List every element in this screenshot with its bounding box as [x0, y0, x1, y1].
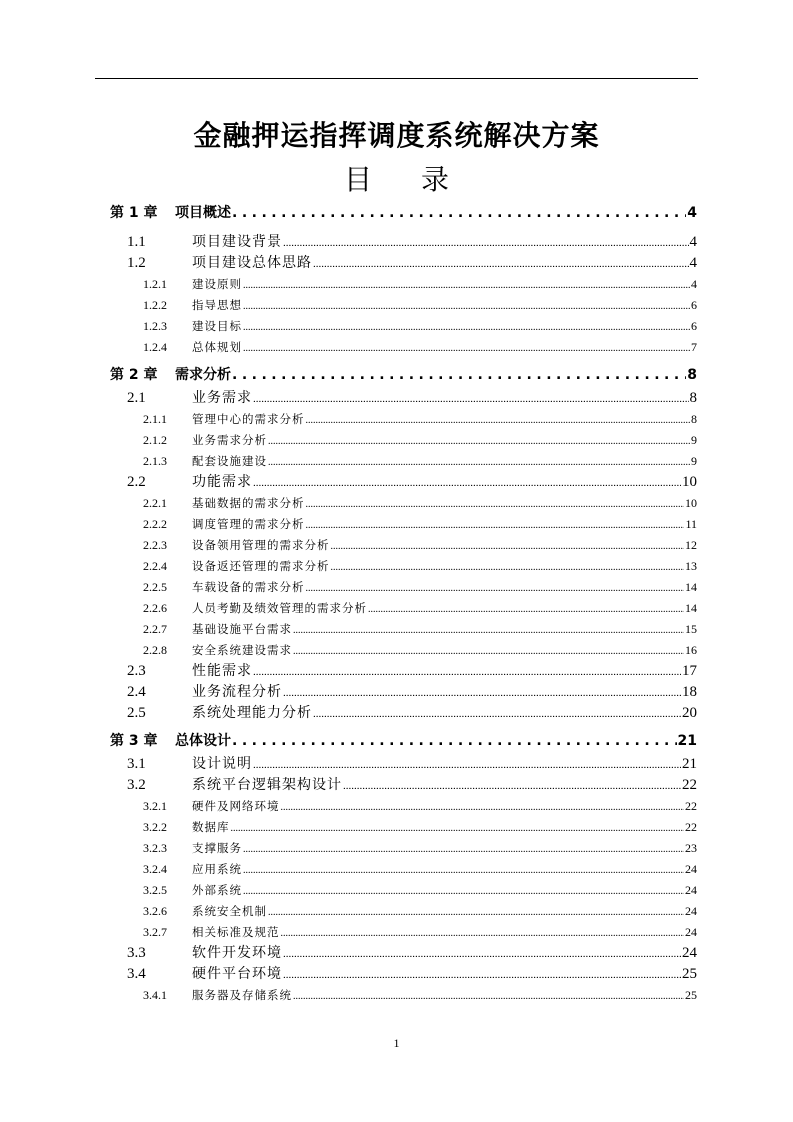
toc-entry-page: 14: [685, 601, 697, 615]
toc-chapter-entry[interactable]: [110, 731, 697, 752]
toc-entry-page: 8: [687, 367, 697, 383]
toc-entry-page: 4: [689, 255, 697, 271]
toc-entry-title: 人员考勤及绩效管理的需求分析: [192, 601, 367, 615]
toc-entry-page: 24: [685, 925, 697, 939]
toc-chapter-entry[interactable]: [110, 365, 697, 386]
toc-entry-number: 3.2: [127, 777, 146, 793]
toc-entry-number: 2.2.7: [143, 622, 167, 636]
toc-entry-title: 项目概述: [175, 205, 231, 221]
toc-entry-page: 10: [685, 496, 697, 510]
toc-entry-title: 基础数据的需求分析: [192, 496, 305, 510]
toc-entry-number: 2.1.2: [143, 433, 167, 447]
toc-leader-dots: [268, 452, 690, 473]
toc-entry-number: 2.1: [127, 390, 146, 406]
toc-entry[interactable]: [110, 409, 697, 430]
toc-entry-page: 9: [691, 433, 697, 447]
toc-leader-dots: [243, 839, 684, 860]
toc-entry[interactable]: [110, 964, 697, 985]
toc-heading: 目 录: [344, 163, 449, 196]
toc-leader-dots: [253, 473, 681, 494]
toc-entry[interactable]: [110, 943, 697, 964]
toc-leader-dots: [293, 986, 684, 1007]
toc-entry-number: 2.2.2: [143, 517, 167, 531]
toc-leader-dots: [243, 317, 690, 338]
toc-entry[interactable]: [110, 316, 697, 337]
toc-entry-title: 配套设施建设: [192, 454, 267, 468]
toc-entry[interactable]: [110, 337, 697, 358]
toc-leader-dots: [231, 818, 685, 839]
toc-entry-number: 2.1.1: [143, 412, 167, 426]
toc-entry[interactable]: [110, 232, 697, 253]
toc-leader-dots: [281, 797, 685, 818]
toc-leader-dots: [268, 902, 684, 923]
toc-leader-dots: [253, 389, 689, 410]
toc-entry[interactable]: [110, 838, 697, 859]
toc-entry-number: 2.2.4: [143, 559, 167, 573]
toc-entry-title: 硬件及网络环境: [192, 799, 280, 813]
toc-entry-title: 指导思想: [192, 298, 242, 312]
table-of-contents: [110, 203, 697, 1006]
toc-entry-title: 系统处理能力分析: [192, 705, 312, 721]
toc-entry[interactable]: [110, 430, 697, 451]
toc-entry-number: 2.5: [127, 705, 146, 721]
toc-entry-title: 安全系统建设需求: [192, 643, 292, 657]
toc-entry-title: 建设目标: [192, 319, 242, 333]
toc-entry[interactable]: [110, 295, 697, 316]
toc-entry-number: 1.2.4: [143, 340, 167, 354]
toc-entry-title: 总体设计: [175, 733, 231, 749]
toc-entry-page: 22: [682, 777, 697, 793]
toc-leader-dots: [293, 620, 684, 641]
toc-entry-number: 第 3 章: [110, 733, 158, 749]
toc-entry[interactable]: [110, 577, 697, 598]
toc-entry-title: 系统安全机制: [192, 904, 267, 918]
toc-entry-page: 8: [689, 390, 697, 406]
toc-entry-title: 业务需求: [192, 390, 252, 406]
toc-entry-number: 2.2.1: [143, 496, 167, 510]
toc-entry-title: 需求分析: [175, 367, 231, 383]
toc-entry-page: 24: [685, 883, 697, 897]
toc-entry[interactable]: [110, 901, 697, 922]
toc-leader-dots: [232, 365, 686, 386]
toc-entry[interactable]: [110, 535, 697, 556]
toc-entry-page: 20: [682, 705, 697, 721]
toc-entry-title: 项目建设总体思路: [192, 255, 312, 271]
toc-leader-dots: [283, 233, 689, 254]
toc-entry-title: 项目建设背景: [192, 234, 282, 250]
toc-entry-page: 24: [682, 945, 697, 961]
toc-entry-number: 2.4: [127, 684, 146, 700]
toc-entry-title: 支撑服务: [192, 841, 242, 855]
toc-entry-page: 21: [682, 756, 697, 772]
toc-entry-title: 功能需求: [192, 474, 252, 490]
toc-leader-dots: [283, 944, 681, 965]
toc-entry-number: 1.2.1: [143, 277, 167, 291]
toc-entry-page: 6: [691, 319, 697, 333]
toc-entry-title: 设备返还管理的需求分析: [192, 559, 330, 573]
toc-entry-number: 3.2.6: [143, 904, 167, 918]
toc-entry[interactable]: [110, 880, 697, 901]
toc-leader-dots: [306, 515, 685, 536]
toc-entry-page: 23: [685, 841, 697, 855]
toc-entry-page: 15: [685, 622, 697, 636]
toc-entry-number: 2.2: [127, 474, 146, 490]
toc-entry-title: 硬件平台环境: [192, 966, 282, 982]
toc-entry[interactable]: [110, 796, 697, 817]
toc-entry-title: 外部系统: [192, 883, 242, 897]
toc-entry[interactable]: [110, 640, 697, 661]
toc-entry-title: 相关标准及规范: [192, 925, 280, 939]
toc-entry-number: 2.1.3: [143, 454, 167, 468]
toc-leader-dots: [283, 683, 681, 704]
toc-entry[interactable]: [110, 703, 697, 724]
toc-entry-title: 总体规划: [192, 340, 242, 354]
toc-entry-number: 3.3: [127, 945, 146, 961]
toc-leader-dots: [243, 338, 690, 359]
toc-leader-dots: [243, 881, 684, 902]
toc-entry-page: 21: [677, 733, 697, 749]
toc-entry[interactable]: [110, 472, 697, 493]
toc-entry-page: 6: [691, 298, 697, 312]
toc-entry-page: 22: [685, 799, 697, 813]
page-number: 1: [393, 1036, 400, 1050]
toc-entry-number: 2.2.8: [143, 643, 167, 657]
toc-entry-title: 基础设施平台需求: [192, 622, 292, 636]
toc-leader-dots: [243, 860, 684, 881]
toc-entry-number: 3.2.1: [143, 799, 167, 813]
toc-leader-dots: [243, 296, 690, 317]
toc-entry[interactable]: [110, 556, 697, 577]
toc-entry-title: 调度管理的需求分析: [192, 517, 305, 531]
toc-entry-number: 2.2.6: [143, 601, 167, 615]
toc-entry-page: 4: [689, 234, 697, 250]
toc-chapter-entry[interactable]: [110, 203, 697, 224]
toc-entry-number: 3.2.7: [143, 925, 167, 939]
toc-entry[interactable]: [110, 493, 697, 514]
toc-entry[interactable]: [110, 253, 697, 274]
toc-leader-dots: [306, 578, 685, 599]
toc-entry-title: 管理中心的需求分析: [192, 412, 305, 426]
toc-leader-dots: [268, 431, 690, 452]
toc-leader-dots: [281, 923, 685, 944]
toc-leader-dots: [293, 641, 684, 662]
toc-entry-page: 4: [687, 205, 697, 221]
toc-entry[interactable]: [110, 598, 697, 619]
toc-entry-number: 3.4: [127, 966, 146, 982]
toc-entry-number: 2.2.3: [143, 538, 167, 552]
toc-entry-page: 13: [685, 559, 697, 573]
toc-leader-dots: [253, 755, 681, 776]
toc-entry-number: 1.2: [127, 255, 146, 271]
toc-entry-page: 14: [685, 580, 697, 594]
toc-entry[interactable]: [110, 514, 697, 535]
toc-leader-dots: [306, 494, 685, 515]
toc-entry-title: 服务器及存储系统: [192, 988, 292, 1002]
toc-entry-number: 1.2.3: [143, 319, 167, 333]
toc-leader-dots: [368, 599, 684, 620]
toc-entry-page: 17: [682, 663, 697, 679]
toc-entry-title: 数据库: [192, 820, 230, 834]
toc-entry[interactable]: [110, 985, 697, 1006]
toc-entry-number: 2.3: [127, 663, 146, 679]
toc-entry[interactable]: [110, 661, 697, 682]
toc-entry[interactable]: [110, 451, 697, 472]
toc-entry-number: 3.2.4: [143, 862, 167, 876]
toc-leader-dots: [232, 203, 686, 224]
toc-entry-title: 设计说明: [192, 756, 252, 772]
toc-entry-title: 应用系统: [192, 862, 242, 876]
toc-entry-number: 第 2 章: [110, 367, 158, 383]
toc-leader-dots: [331, 536, 685, 557]
toc-entry-page: 12: [685, 538, 697, 552]
toc-entry-number: 2.2.5: [143, 580, 167, 594]
toc-entry-page: 8: [691, 412, 697, 426]
toc-entry-page: 11: [685, 517, 697, 531]
toc-leader-dots: [253, 662, 681, 683]
toc-entry-number: 3.4.1: [143, 988, 167, 1002]
toc-entry-page: 16: [685, 643, 697, 657]
toc-entry-number: 3.1: [127, 756, 146, 772]
toc-entry[interactable]: [110, 922, 697, 943]
toc-leader-dots: [313, 254, 689, 275]
toc-entry[interactable]: [110, 682, 697, 703]
toc-leader-dots: [313, 704, 681, 725]
toc-entry[interactable]: [110, 754, 697, 775]
toc-entry-page: 4: [691, 277, 697, 291]
toc-leader-dots: [232, 731, 677, 752]
toc-entry-title: 车载设备的需求分析: [192, 580, 305, 594]
toc-entry-number: 第 1 章: [110, 205, 158, 221]
toc-leader-dots: [283, 965, 681, 986]
toc-entry-number: 3.2.3: [143, 841, 167, 855]
toc-entry-number: 1.1: [127, 234, 146, 250]
toc-entry[interactable]: [110, 775, 697, 796]
toc-entry-page: 22: [685, 820, 697, 834]
toc-entry[interactable]: [110, 619, 697, 640]
toc-entry[interactable]: [110, 859, 697, 880]
toc-entry-title: 设备领用管理的需求分析: [192, 538, 330, 552]
toc-leader-dots: [306, 410, 691, 431]
toc-entry[interactable]: [110, 817, 697, 838]
toc-entry-page: 24: [685, 904, 697, 918]
toc-entry-number: 3.2.5: [143, 883, 167, 897]
toc-entry-title: 系统平台逻辑架构设计: [192, 777, 342, 793]
toc-entry[interactable]: [110, 388, 697, 409]
toc-entry-page: 25: [685, 988, 697, 1002]
document-title: 金融押运指挥调度系统解决方案: [193, 119, 600, 152]
toc-leader-dots: [331, 557, 685, 578]
toc-entry-title: 性能需求: [192, 663, 252, 679]
toc-entry-page: 10: [682, 474, 697, 490]
toc-entry-page: 7: [691, 340, 697, 354]
toc-entry-page: 9: [691, 454, 697, 468]
toc-entry-title: 业务流程分析: [192, 684, 282, 700]
toc-entry-number: 1.2.2: [143, 298, 167, 312]
header-rule: [95, 78, 698, 79]
toc-entry-number: 3.2.2: [143, 820, 167, 834]
toc-entry-page: 24: [685, 862, 697, 876]
toc-entry-page: 18: [682, 684, 697, 700]
toc-leader-dots: [243, 275, 690, 296]
toc-entry-title: 建设原则: [192, 277, 242, 291]
toc-entry-title: 软件开发环境: [192, 945, 282, 961]
toc-entry-title: 业务需求分析: [192, 433, 267, 447]
toc-entry[interactable]: [110, 274, 697, 295]
toc-entry-page: 25: [682, 966, 697, 982]
toc-leader-dots: [343, 776, 681, 797]
